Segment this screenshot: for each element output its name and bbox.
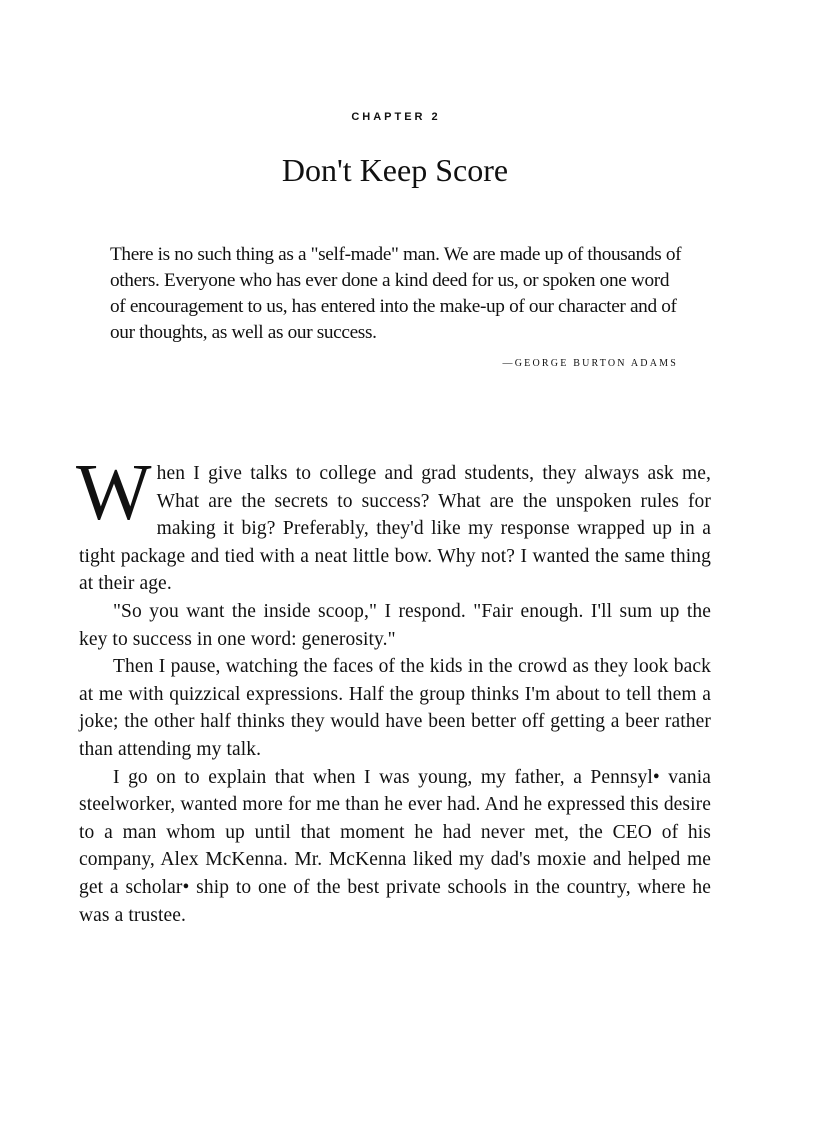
- epigraph-quote: There is no such thing as a "self-made" man. We are made up of thousands of others. Everyone who has ever done a kind deed for us, or spoken one word of encouragement to us, has entered into the make-up of our character and of our thoughts, as well as our success.: [110, 244, 682, 343]
- chapter-title: Don't Keep Score: [281, 152, 509, 188]
- body-paragraph-4: I go on to explain that when I was young, my father, a Pennsyl• vania steelworker, wanted more for me than he ever had. And he expressed this desire to a man whom up until that moment he had never met, the CEO of his company, Alex McKenna. Mr. McKenna liked my dad's moxie and helped me get a scholar• ship to one of the best private schools in the country, where he was a trustee.: [79, 766, 711, 926]
- epigraph-attribution: —GEORGE BURTON ADAMS: [502, 358, 678, 369]
- body-paragraph-2: "So you want the inside scoop," I respond. "Fair enough. I'll sum up the key to success in one word: generosity.": [79, 600, 711, 650]
- body-paragraph-1-text: hen I give talks to college and grad students, they always ask me, What are the secrets to success? What are the unspoken rules for making it big? Preferably, they'd like my response wrapped up in a tight package and tied with a neat little bow. Why not? I wanted the same thing at their age.: [79, 463, 711, 595]
- body-paragraph-1: [76, 449, 711, 598]
- drop-cap: W: [76, 449, 152, 537]
- chapter-label: CHAPTER 2: [351, 111, 441, 123]
- epigraph: [110, 242, 682, 369]
- chapter-body: [76, 449, 711, 929]
- body-paragraph-3: Then I pause, watching the faces of the kids in the crowd as they look back at me with quizzical expressions. Half the group thinks I'm about to tell them a joke; the other half thinks they would have been better off getting a beer rather than attending my talk.: [79, 656, 711, 760]
